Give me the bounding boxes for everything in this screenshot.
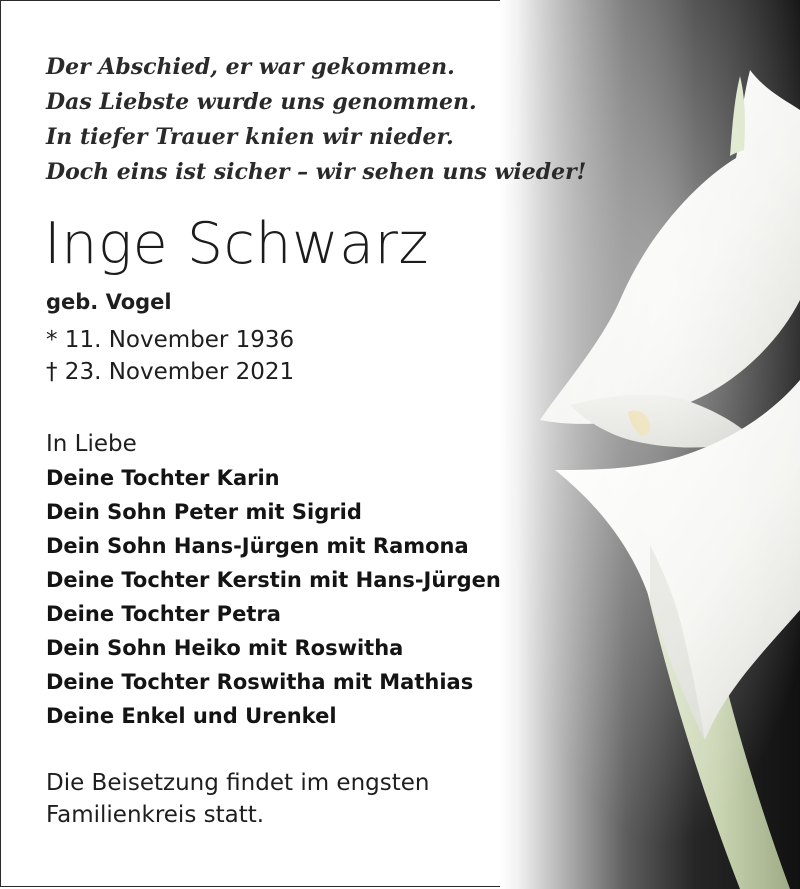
notice-line: Die Beisetzung findet im engsten	[46, 770, 430, 796]
birth-date: * 11. November 1936	[46, 327, 295, 353]
death-date: † 23. November 2021	[46, 359, 295, 385]
mourner-entry: Dein Sohn Peter mit Sigrid	[46, 500, 362, 524]
maiden-name: geb. Vogel	[46, 290, 172, 314]
burial-notice	[46, 767, 586, 831]
memorial-verse	[46, 50, 586, 190]
mourners-list	[46, 428, 586, 733]
mourner-entry: Dein Sohn Heiko mit Roswitha	[46, 636, 404, 660]
mourner-entry: Dein Sohn Hans-Jürgen mit Ramona	[46, 534, 469, 558]
mourner-entry: Deine Tochter Kerstin mit Hans-Jürgen	[46, 568, 501, 592]
mourner-entry: Deine Enkel und Urenkel	[46, 704, 337, 728]
verse-line: Das Liebste wurde uns genommen.	[46, 89, 477, 115]
mourner-entry: Deine Tochter Roswitha mit Mathias	[46, 670, 474, 694]
obituary-text	[46, 50, 586, 831]
verse-line: Doch eins ist sicher – wir sehen uns wieder!	[46, 159, 587, 185]
mourner-entry: Deine Tochter Petra	[46, 602, 281, 626]
notice-line: Familienkreis statt.	[46, 802, 265, 828]
verse-line: Der Abschied, er war gekommen.	[46, 54, 455, 80]
mourner-entry: Deine Tochter Karin	[46, 466, 280, 490]
deceased-name: Inge Schwarz	[44, 211, 429, 277]
mourners-intro: In Liebe	[46, 431, 137, 457]
life-dates	[46, 324, 586, 388]
verse-line: In tiefer Trauer knien wir nieder.	[46, 124, 454, 150]
